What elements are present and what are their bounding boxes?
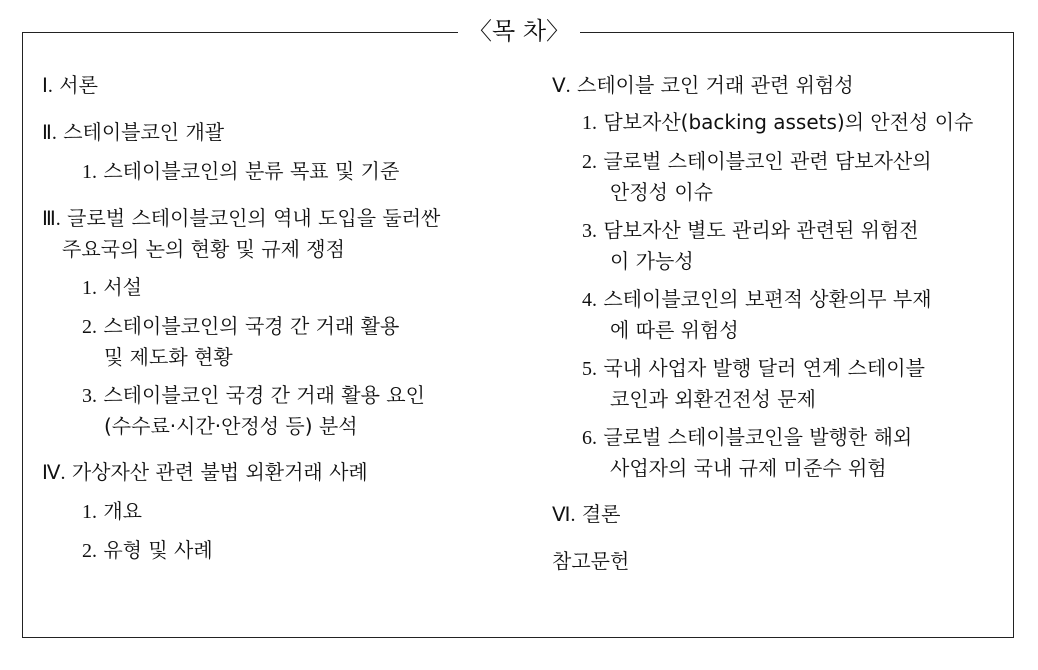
subsection-title-cont: 안정성 이슈 [610,180,713,204]
subsection-title: 글로벌 스테이블코인을 발행한 해외 [603,425,913,449]
toc-subitem-4-1[interactable] [42,496,512,527]
subsection-title: 서설 [103,275,142,299]
subsection-number: 2. [82,316,97,338]
section-title: 참고문헌 [552,549,630,573]
subsection-title-cont: 코인과 외환건전성 문제 [610,387,816,411]
section-title: 스테이블코인 개괄 [63,120,225,144]
section-title: 글로벌 스테이블코인의 역내 도입을 둘러싼 [67,206,441,230]
subsection-title-cont: (수수료·시간·안정성 등) 분석 [104,414,358,438]
toc-subitem-5-5[interactable] [552,353,1014,414]
toc-subitem-5-6[interactable] [552,422,1014,483]
section-number: Ⅴ. [552,75,571,97]
subsection-number: 1. [82,501,97,523]
subsection-number: 5. [582,358,597,380]
subsection-title-cont: 및 제도화 현황 [104,345,233,369]
section-title-cont: 주요국의 논의 현황 및 규제 쟁점 [62,237,345,261]
toc-subitem-2-1[interactable] [42,156,512,187]
subsection-title: 스테이블코인의 국경 간 거래 활용 [103,314,400,338]
toc-subitem-5-1[interactable] [552,107,1014,138]
toc-subitem-3-1[interactable] [42,272,512,303]
subsection-number: 3. [82,385,97,407]
section-title: 결론 [581,502,621,526]
toc-references[interactable] [552,546,1014,576]
toc-heading-1[interactable] [42,70,512,101]
subsection-number: 1. [582,112,597,134]
toc-heading-4[interactable] [42,457,512,488]
subsection-title: 스테이블코인의 분류 목표 및 기준 [103,159,400,183]
section-number: Ⅰ. [42,75,53,97]
subsection-number: 2. [82,540,97,562]
toc-title: 〈목 차〉 [0,14,1038,48]
toc-subitem-5-2[interactable] [552,146,1014,207]
toc-subitem-4-2[interactable] [42,535,512,566]
subsection-title: 담보자산 별도 관리와 관련된 위험전 [603,218,919,242]
subsection-number: 1. [82,277,97,299]
section-number: Ⅱ. [42,122,57,144]
toc-heading-6[interactable] [552,499,1014,530]
section-number: Ⅵ. [552,504,576,526]
subsection-title: 유형 및 사례 [103,538,213,562]
subsection-number: 1. [82,161,97,183]
section-number: Ⅳ. [42,462,66,484]
subsection-title-cont: 이 가능성 [610,249,694,273]
toc-heading-3[interactable] [42,203,512,264]
toc-subitem-5-4[interactable] [552,284,1014,345]
subsection-title: 담보자산(backing assets)의 안전성 이슈 [603,110,974,134]
toc-subitem-5-3[interactable] [552,215,1014,276]
subsection-number: 3. [582,220,597,242]
toc-subitem-3-2[interactable] [42,311,512,372]
section-title: 서론 [59,73,98,97]
subsection-title: 글로벌 스테이블코인 관련 담보자산의 [603,149,932,173]
toc-right-column [552,70,1014,584]
toc-left-column [42,70,512,574]
toc-heading-2[interactable] [42,117,512,148]
subsection-number: 2. [582,151,597,173]
toc-heading-5[interactable] [552,70,1014,101]
subsection-title-cont: 에 따른 위험성 [610,318,739,342]
toc-subitem-3-3[interactable] [42,380,512,441]
subsection-title: 국내 사업자 발행 달러 연계 스테이블 [603,356,925,380]
subsection-title-cont: 사업자의 국내 규제 미준수 위험 [610,456,887,480]
section-title: 가상자산 관련 불법 외환거래 사례 [71,460,368,484]
subsection-title: 개요 [103,499,142,523]
subsection-number: 4. [582,289,597,311]
section-number: Ⅲ. [42,208,61,230]
subsection-title: 스테이블코인 국경 간 거래 활용 요인 [103,383,425,407]
subsection-title: 스테이블코인의 보편적 상환의무 부재 [603,287,932,311]
section-title: 스테이블 코인 거래 관련 위험성 [577,73,854,97]
subsection-number: 6. [582,427,597,449]
